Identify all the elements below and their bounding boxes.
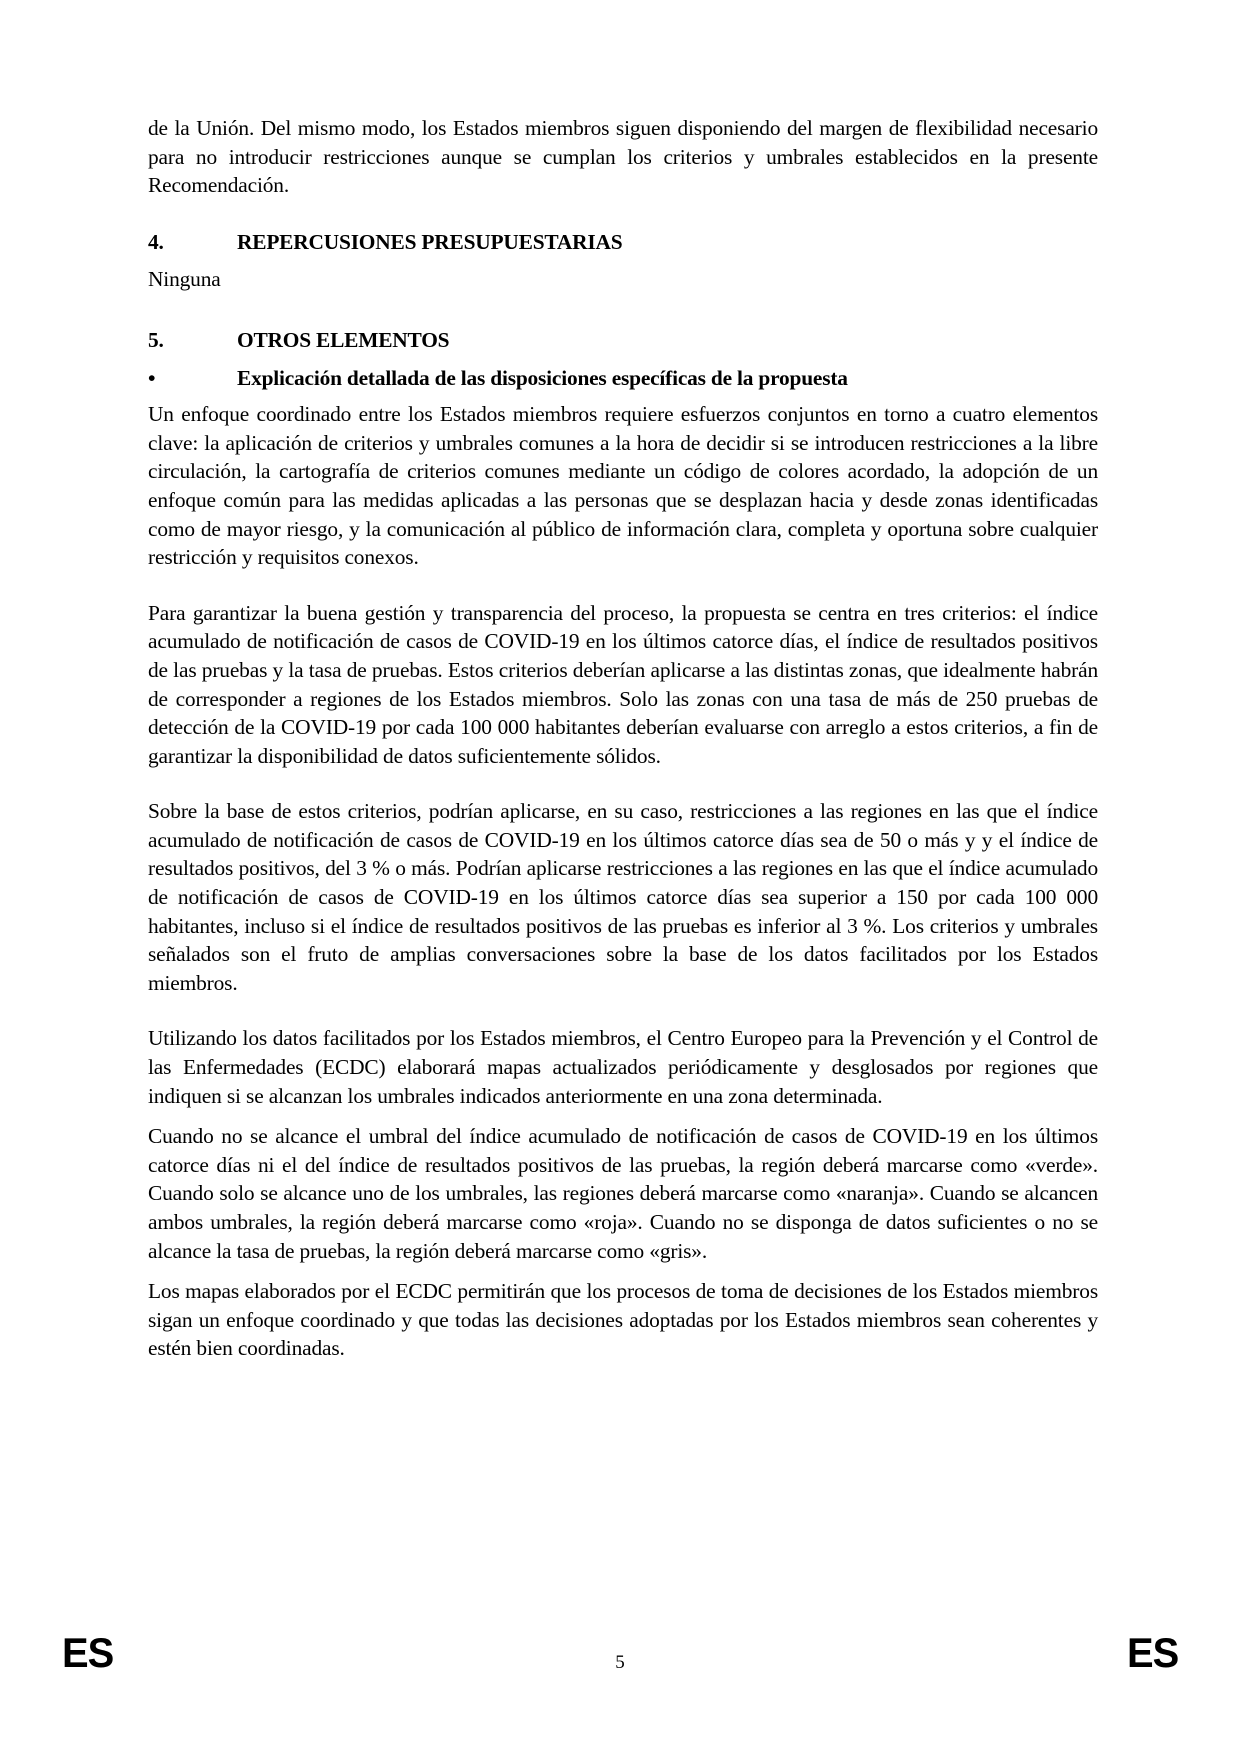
continuation-paragraph: de la Unión. Del mismo modo, los Estados miembros siguen disponiendo del margen de flexibilidad necesario para no introducir restricciones aunque se cumplan los criterios y umbrales establecidos en la presente Recomendación.: [148, 116, 1098, 198]
language-marker-right: ES: [1127, 1629, 1179, 1676]
section-heading-4: [148, 228, 1098, 257]
document-page-body: [148, 114, 1098, 1363]
paragraph: Los mapas elaborados por el ECDC permitirán que los procesos de toma de decisiones de los Estados miembros sigan un enfoque coordinado y que todas las decisiones adoptadas por los Estados miembros sean coherentes y estén bien coordinadas.: [148, 1279, 1098, 1361]
bullet-icon: •: [148, 365, 156, 390]
section-4-body: Ninguna: [148, 267, 221, 292]
section-heading-5: [148, 326, 1098, 355]
language-marker-left: ES: [62, 1629, 114, 1676]
paragraph: Sobre la base de estos criterios, podrían aplicarse, en su caso, restricciones a las regiones en las que el índice acumulado de notificación de casos de COVID-19 en los últimos catorce días sea de 50 o más y y el índice de resultados positivos, del 3 % o más. Podrían aplicarse restricciones a las regiones en las que el índice acumulado de notificación de casos de COVID-19 en los últimos catorce días sea superior a 150 por cada 100 000 habitantes, incluso si el índice de resultados positivos de las pruebas es inferior al 3 %. Los criterios y umbrales señalados son el fruto de amplias conversaciones sobre la base de los datos facilitados por los Estados miembros.: [148, 799, 1098, 995]
subsection-title: Explicación detallada de las disposiciones específicas de la propuesta: [237, 365, 848, 390]
subsection-heading: [148, 364, 1098, 393]
paragraph: Un enfoque coordinado entre los Estados miembros requiere esfuerzos conjuntos en torno a cuatro elementos clave: la aplicación de criterios y umbrales comunes a la hora de decidir si se introducen restricciones a la libre circulación, la cartografía de criterios comunes mediante un código de colores acordado, la adopción de un enfoque común para las medidas aplicadas a las personas que se desplazan hacia y desde zonas identificadas como de mayor riesgo, y la comunicación al público de información clara, completa y oportuna sobre cualquier restricción y requisitos conexos.: [148, 402, 1098, 570]
section-title: OTROS ELEMENTOS: [237, 327, 450, 352]
section-number: 4.: [148, 229, 164, 254]
paragraph: Cuando no se alcance el umbral del índice acumulado de notificación de casos de COVID-19 en los últimos catorce días ni el del índice de resultados positivos de las pruebas, la región deberá marcarse como «verde». Cuando solo se alcance uno de los umbrales, las regiones deberá marcarse como «naranja». Cuando se alcancen ambos umbrales, la región deberá marcarse como «roja». Cuando no se disponga de datos suficientes o no se alcance la tasa de pruebas, la región deberá marcarse como «gris».: [148, 1124, 1098, 1263]
paragraph: Utilizando los datos facilitados por los Estados miembros, el Centro Europeo para la Prevención y el Control de las Enfermedades (ECDC) elaborará mapas actualizados periódicamente y desglosados por regiones que indiquen si se alcanzan los umbrales indicados anteriormente en una zona determinada.: [148, 1026, 1098, 1108]
page-number: 5: [615, 1652, 625, 1673]
paragraph: Para garantizar la buena gestión y transparencia del proceso, la propuesta se centra en tres criterios: el índice acumulado de notificación de casos de COVID-19 en los últimos catorce días, el índice de resultados positivos de las pruebas y la tasa de pruebas. Estos criterios deberían aplicarse a las distintas zonas, que idealmente habrán de corresponder a regiones de los Estados miembros. Solo las zonas con una tasa de más de 250 pruebas de detección de la COVID-19 por cada 100 000 habitantes deberían evaluarse con arreglo a estos criterios, a fin de garantizar la disponibilidad de datos suficientemente sólidos.: [148, 600, 1098, 768]
section-title: REPERCUSIONES PRESUPUESTARIAS: [237, 229, 623, 254]
section-number: 5.: [148, 327, 164, 352]
